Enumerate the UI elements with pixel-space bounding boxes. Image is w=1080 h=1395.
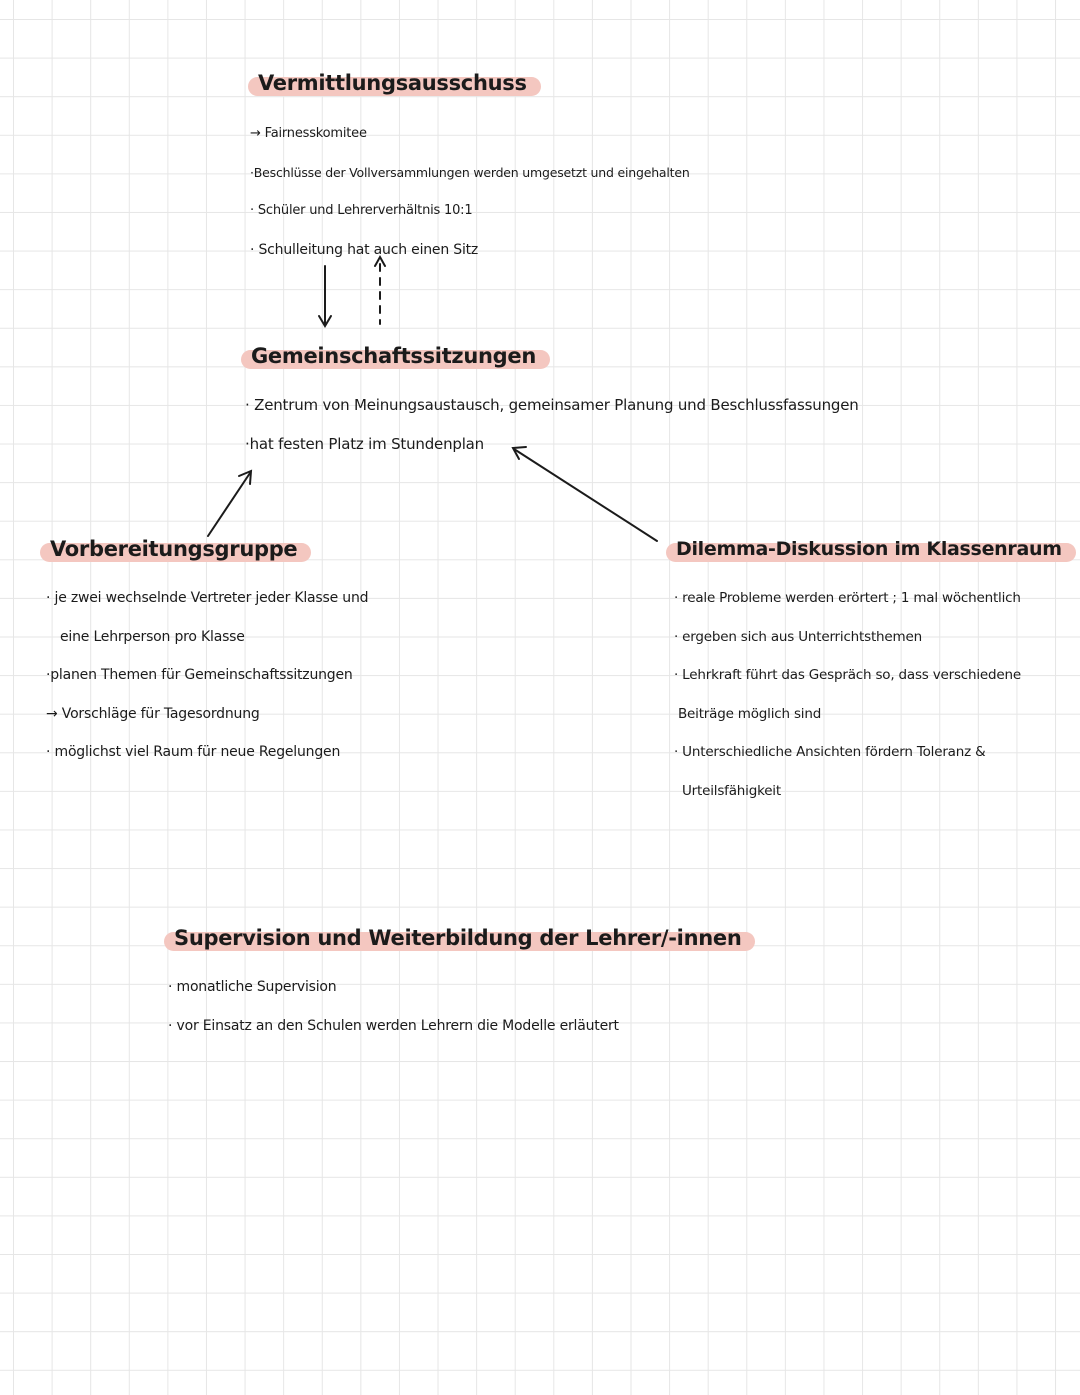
list-item: · ergeben sich aus Unterrichtsthemen [674, 628, 922, 645]
list-vermittlungsausschuss [250, 115, 690, 269]
list-item: ·planen Themen für Gemeinschaftssitzungen [46, 667, 353, 684]
list-item: · Schüler und Lehrerverhältnis 10:1 [250, 203, 473, 219]
list-item: → Vorschläge für Tagesordnung [46, 705, 260, 722]
heading-gemeinschaftssitzungen: Gemeinschaftssitzungen [245, 343, 542, 369]
list-item: · je zwei wechselnde Vertreter jeder Klasse und [46, 590, 369, 606]
arrow-down-solid-head [319, 316, 331, 326]
list-gemeinschaftssitzungen [245, 386, 859, 463]
heading-vorbereitungsgruppe: Vorbereitungsgruppe [44, 536, 303, 562]
list-item: · Lehrkraft führt das Gespräch so, dass verschiedene [674, 667, 1021, 684]
list-item: eine Lehrperson pro Klasse [60, 628, 245, 645]
list-item: · reale Probleme werden erörtert ; 1 mal wöchentlich [674, 590, 1021, 606]
list-item: Urteilsfähigkeit [682, 782, 781, 799]
list-dilemma-diskussion [674, 579, 1068, 811]
heading-vermittlungsausschuss: Vermittlungsausschuss [252, 70, 533, 96]
section-vorbereitungsgruppe [44, 536, 368, 772]
section-gemeinschaftssitzungen [245, 343, 859, 463]
heading-supervision: Supervision und Weiterbildung der Lehrer/-innen [168, 925, 747, 951]
arrow-vorbereitung-to-gemeinschaft [208, 473, 250, 536]
list-item: · monatliche Supervision [168, 979, 337, 995]
list-item: ·hat festen Platz im Stundenplan [245, 434, 484, 453]
section-dilemma-diskussion [670, 536, 1068, 811]
list-item: · Schulleitung hat auch einen Sitz [250, 241, 479, 258]
arrow-vorbereitung-head [239, 471, 251, 484]
list-item: · möglichst viel Raum für neue Regelungen [46, 744, 341, 761]
list-item: · vor Einsatz an den Schulen werden Lehrern die Modelle erläutert [168, 1017, 619, 1034]
section-vermittlungsausschuss [252, 70, 690, 269]
list-item: · Unterschiedliche Ansichten fördern Toleranz & [674, 744, 986, 761]
list-item: Beiträge möglich sind [678, 705, 822, 722]
list-supervision [168, 968, 747, 1045]
heading-dilemma-diskussion: Dilemma-Diskussion im Klassenraum [670, 536, 1068, 562]
list-item: → Fairnesskomitee [250, 126, 367, 141]
list-item: · Zentrum von Meinungsaustausch, gemeinsamer Planung und Beschlussfassungen [245, 396, 859, 414]
list-item: ·Beschlüsse der Vollversammlungen werden umgesetzt und eingehalten [250, 164, 690, 180]
list-vorbereitungsgruppe [46, 579, 368, 772]
section-supervision [168, 925, 747, 1045]
